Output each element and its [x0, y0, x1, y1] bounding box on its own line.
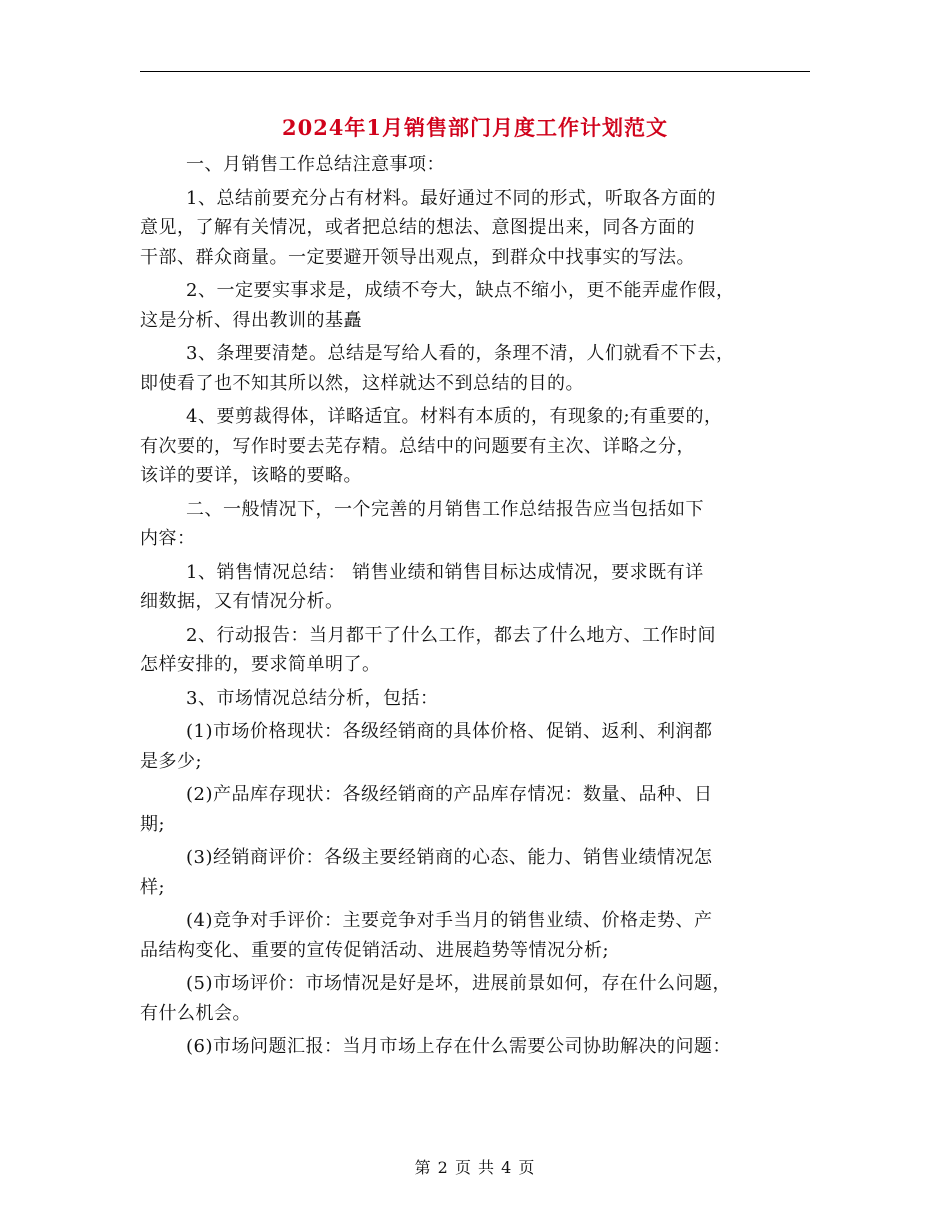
- body-paragraph: [140, 1032, 812, 1062]
- paragraph-line: 这是分析、得出教训的基矗: [140, 309, 362, 331]
- paragraph-line: 意见，了解有关情况，或者把总结的想法、意图提出来，同各方面的: [140, 217, 695, 238]
- paragraph-line: 3、市场情况总结分析，包括：: [186, 687, 439, 709]
- body-paragraph: [140, 184, 812, 273]
- body-paragraph: [140, 276, 812, 335]
- document-body: [140, 150, 812, 1066]
- paragraph-line: 1、总结前要充分占有材料。最好通过不同的形式，听取各方面的: [186, 187, 716, 209]
- paragraph-line: 怎样安排的，要求简单明了。: [140, 654, 381, 675]
- paragraph-line: 3、条理要清楚。总结是写给人看的，条理不清，人们就看不下去，: [186, 343, 735, 364]
- paragraph-line: 二、一般情况下，一个完善的月销售工作总结报告应当包括如下: [186, 498, 704, 520]
- body-paragraph: [140, 717, 812, 776]
- paragraph-line: 有什么机会。: [140, 1002, 251, 1024]
- paragraph-line: 2、行动报告：当月都干了什么工作，都去了什么地方、工作时间: [186, 624, 716, 646]
- body-paragraph: [140, 906, 812, 965]
- body-paragraph: [140, 339, 812, 398]
- paragraph-line: (5)市场评价：市场情况是好是坏，进展前景如何，存在什么问题，: [186, 973, 731, 994]
- body-paragraph: [140, 780, 812, 839]
- paragraph-line: (6)市场问题汇报：当月市场上存在什么需要公司协助解决的问题：: [186, 1036, 731, 1057]
- document-title: 2024年1月销售部门月度工作计划范文: [281, 115, 669, 140]
- paragraph-line: (4)竞争对手评价：主要竞争对手当月的销售业绩、价格走势、产: [186, 910, 713, 931]
- body-paragraph: [140, 402, 812, 491]
- body-paragraph: [140, 558, 812, 617]
- paragraph-line: (3)经销商评价：各级主要经销商的心态、能力、销售业绩情况怎: [186, 847, 713, 868]
- paragraph-line: 一、月销售工作总结注意事项：: [186, 154, 445, 175]
- paragraph-line: (2)产品库存现状：各级经销商的产品库存情况：数量、品种、日: [186, 784, 713, 805]
- paragraph-line: 内容：: [140, 528, 196, 549]
- body-paragraph: [140, 150, 812, 180]
- paragraph-line: 该详的要详，该略的要略。: [140, 465, 362, 486]
- paragraph-line: (1)市场价格现状：各级经销商的具体价格、促销、返利、利润都: [186, 721, 713, 742]
- paragraph-line: 干部、群众商量。一定要避开领导出观点，到群众中找事实的写法。: [140, 246, 695, 268]
- paragraph-line: 即使看了也不知其所以然，这样就达不到总结的目的。: [140, 372, 584, 394]
- paragraph-line: 2、一定要实事求是，成绩不夸大，缺点不缩小，更不能弄虚作假，: [186, 280, 735, 301]
- page-footer: 第 2 页 共 4 页: [414, 1158, 536, 1177]
- body-paragraph: [140, 843, 812, 902]
- paragraph-line: 有次要的，写作时要去芜存精。总结中的问题要有主次、详略之分，: [140, 435, 695, 457]
- header-rule: [140, 71, 810, 72]
- paragraph-line: 细数据，又有情况分析。: [140, 591, 344, 612]
- body-paragraph: [140, 969, 812, 1028]
- paragraph-line: 期;: [140, 813, 166, 835]
- paragraph-line: 品结构变化、重要的宣传促销活动、进展趋势等情况分析;: [140, 939, 610, 961]
- paragraph-line: 4、要剪裁得体，详略适宜。材料有本质的，有现象的;有重要的，: [186, 406, 723, 427]
- body-paragraph: [140, 495, 812, 554]
- paragraph-line: 1、销售情况总结： 销售业绩和销售目标达成情况，要求既有详: [186, 561, 704, 583]
- paragraph-line: 是多少;: [140, 750, 203, 772]
- body-paragraph: [140, 621, 812, 680]
- body-paragraph: [140, 684, 812, 714]
- paragraph-line: 样;: [140, 876, 166, 898]
